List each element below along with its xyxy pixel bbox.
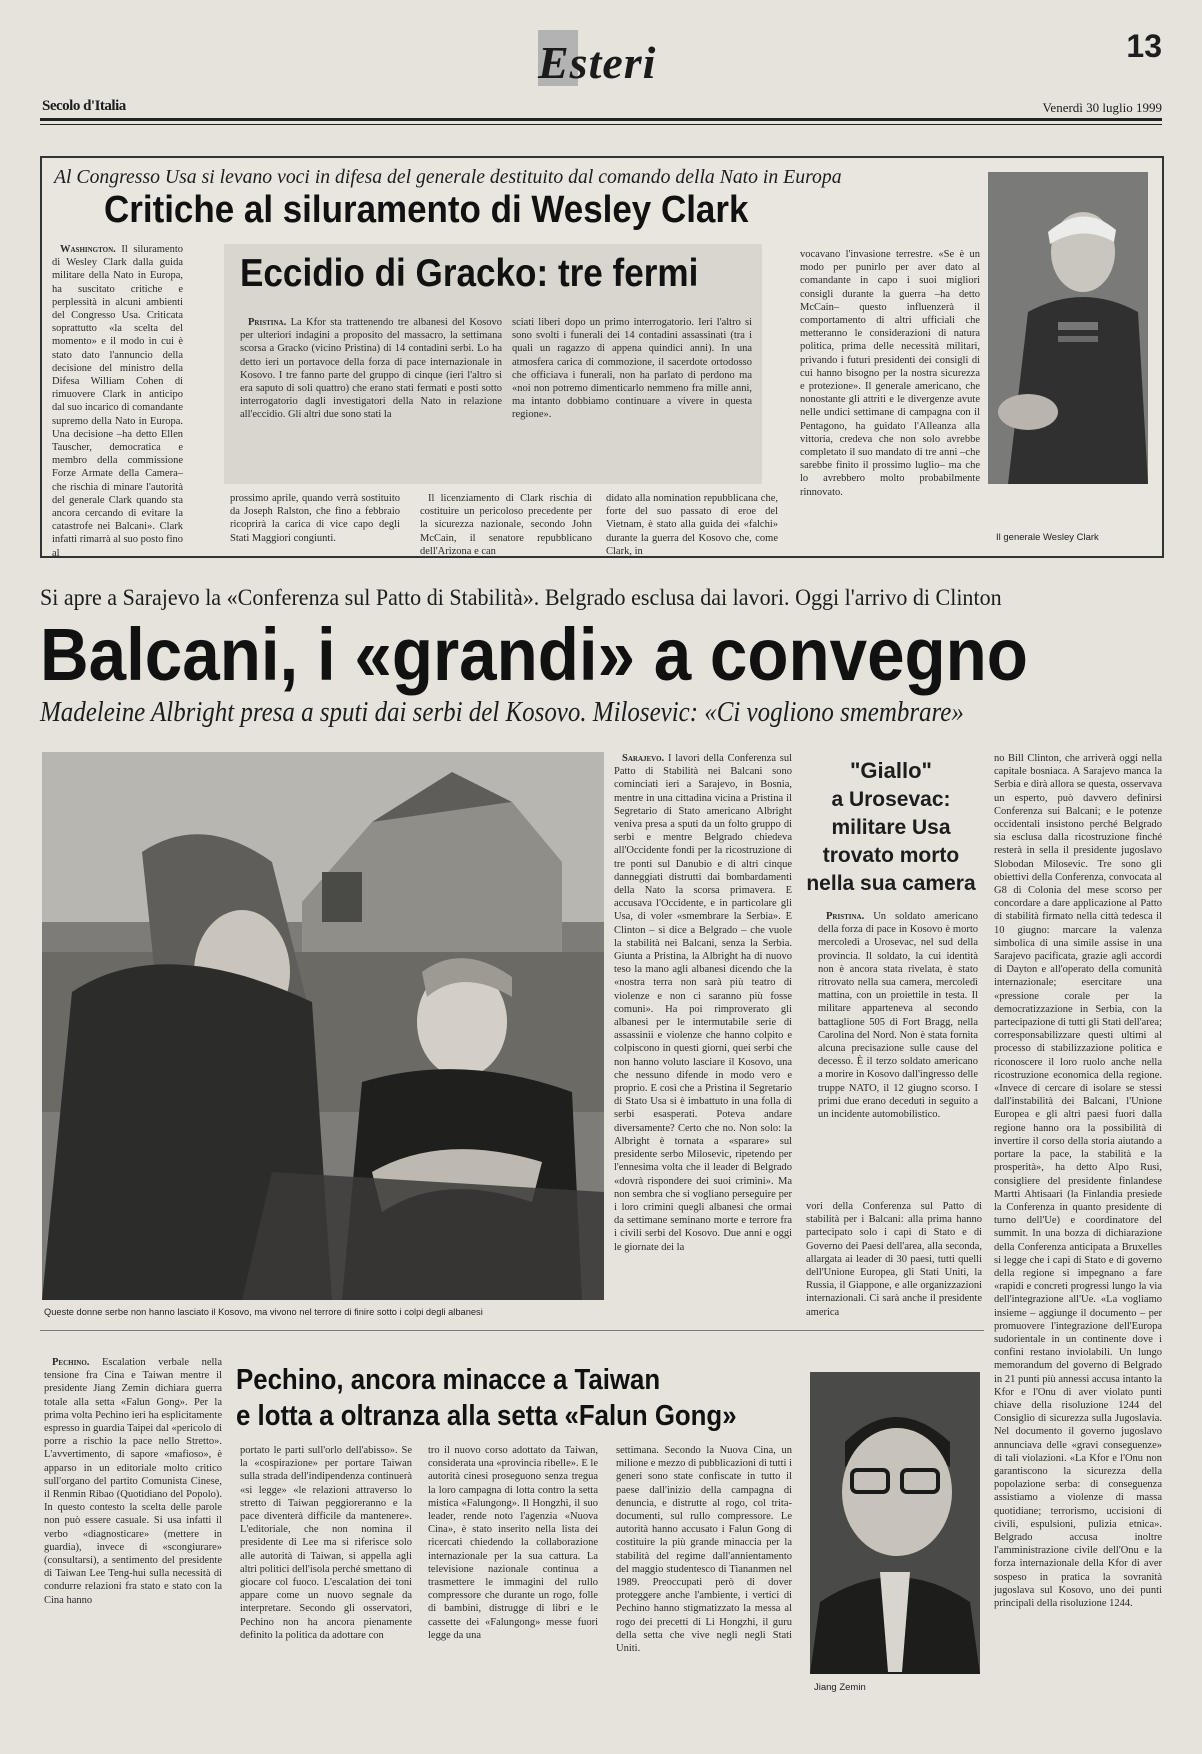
serbian-women-photo [42, 752, 604, 1300]
pechino-col-3-text: tro il nuovo corso adottato da Taiwan, considerata una «provincia ribelle». E le autorità cinesi proseguono senza tregua la loro campagna di lotta contro la setta mistica «Falungong». Il Hongzhi, il suo leader, rende noto l'agenzia «Nuova Cina», è stato inserito nella lista dei ricercati chiedendo la collaborazione internazionale per la sua cattura. La televisione nazionale continua a trasmettere le immagini del rullo compressore che durante un rogo, folle di bambini, distrugge di libri e le cassette dei «Falungong» messe fuori legge da una [428, 1445, 598, 1641]
clark-photo-caption: Il generale Wesley Clark [996, 532, 1099, 543]
balcani-col-1-text: I lavori della Conferenza sul Patto di Stabilità nei Balcani sono cominciati ieri a Sarajevo, in Bosnia, mentre in una cittadina vicina a Pristina il Segretario di Stato americano Albright veniva presa a sputi da un folto gruppo di serbi e mentre Belgrado chiedeva all'Occidente fondi per la ricostruzione di tre ponti sul Danubio e di altri cinque danneggiati distrutti dai bombardamenti della Nato la scorsa primavera. E accusava l'Occidente, e in particolare gli Usa, di voler «smembrare la Serbia». E Clinton – si dice a Belgrado – che vuole la stabilità nei Balcani, senza la Serbia. Giunta a Pristina, la Albright ha di nuovo teso la mano agli albanesi dicendo che la «nostra terra non sarà più teatro di violenze e non ci saranno più fosse comuni». Ha poi rimproverato gli albanesi per le intermutabile serie di assassinii e violenze che hanno colpito e colpiscono in questi giorni, quei serbi che non hanno voluto lasciare il Kosovo, una che nessuno difende in modo vero e proprio. E così che a Pristina il Segretario di Stato Usa si è imbattuto in una folla di serbi esasperati. Poteva andare diversamente? Certo che no. Non solo: la Albright è tornata a «sparare» sul presidente serbo Milosevic, ripetendo per l'ennesima volta che il leader di Belgrado «dovrà rispondere dei suoi crimini». Ma non sembra che si vogliano perseguire per i loro crimini quegli albanesi che ormai da settimane seminano morte e terrore fra i civili serbi del Kosovo. Due anni e oggi le giornate dei la [614, 753, 792, 1253]
clark-kicker: Al Congresso Usa si levano voci in difesa del generale destituito dal comando della Nato in Europa [54, 166, 842, 188]
giallo-headline-line-1: a Urosevac: [831, 788, 951, 811]
pechino-dateline: Pechino. [52, 1357, 90, 1368]
gracko-col-1 [240, 316, 502, 480]
clark-col-1-text: Il siluramento di Wesley Clark dalla guida militare della Nato in Europa, ha suscitato critiche e perplessità in alcuni ambienti del Congresso Usa. Criticata soprattutto «la scelta del momento» e il modo in cui è stato dato l'annuncio della decisione del ministro della Difesa William Cohen di rimuovere Clark in anticipo dal suo incarico di comandante supremo della Nato in Europa. Una decisione –ha detto Ellen Tauscher, democratica e membro della commissione Forze Armate della Camera– che rischia di minare l'autorità del generale Clark quando sta ancora cercando di evitare la catastrofe nei Balcani». Clark infatti rimarrà al suo posto fino al [52, 244, 183, 559]
gracko-headline: Eccidio di Gracko: tre fermi [240, 252, 699, 295]
balcani-col-3-bottom-text: vori della Conferenza sul Patto di stabilità per i Balcani: alla prima hanno partecipato solo i capi di Stato e di Governo dei Paesi dell'area, alla seconda, allargata ai leader di 30 paesi, tutti quelli dell'Unione Europea, gli Stati Uniti, la Russia, il Giappone, e alle organizzazioni internazionali. Ci sarà anche il presidente america [806, 1201, 982, 1318]
giallo-kicker: "Giallo" [850, 758, 932, 783]
balcani-kicker: Si apre a Sarajevo la «Conferenza sul Patto di Stabilità». Belgrado esclusa dai lavori. Oggi l'arrivo di Clinton [40, 585, 1002, 610]
clark-headline: Critiche al siluramento di Wesley Clark [104, 189, 749, 231]
balcani-col-4-text: no Bill Clinton, che arriverà oggi nella capitale bosniaca. A Sarajevo manca la Serbia e dirà allora se questa, osservava un esperto, può davvero definirsi Conferenza sui Balcani; e le potenze occidentali insistono perché Belgrado sia esclusa dalla ricostruzione finché resterà in sella il presidente jugoslavo Slobodan Milosevic. Tre sono gli obiettivi della Conferenza, convocata al G8 di Colonia del mese scorso per concordare a dare applicazione al Patto di stabilità firmato nella città tedesca il 10 giugno: marcare la valenza simbolica di una simile assise in una Sarajevo pacificata, grazie agli accordi di Dayton e all'operato della comunità internazionale; esercitare una «pressione corale per la democratizzazione in Serbia, con la partecipazione di tutti gli Stati dell'area; corresponsabilizzare questi ultimi al processo di stabilizzazione politica e riconoscere il loro ruolo anche nella ricostruzione economica della regione. «Invece di cercare di isolare se stessi dall'instabilità dei Balcani, l'Unione Europea e gli altri paesi fuori dalla regione hanno ora la possibilità di invertire il corso della storia aiutando a portare la pace, la stabilità e la prosperità», ha detto Alpo Rusi, consigliere del presidente finlandese Martti Ahtisaari (la Finlandia presiede la Conferenza in quanto presidente di turno dell'Ue) e coordinatore del summit. In una bozza di dichiarazione della Conferenza anticipata a Bruxelles si legge che i capi di Stato e di governo della regione si impegnano a fare «rapidi e concreti progressi lungo la via dell'integrazione all'Ue. «La vogliamo insieme – aggiunge il documento – per promuovere l'integrazione dell'Europa sudorientale in un continente dove i confini restano inviolabili. Un lungo memorandum del governo di Belgrado in 21 punti più annessi accusa intanto la Kfor e l'Onu di aver violato punti chiave della risoluzione 1244 del Consiglio di sicurezza sulla Jugoslavia. Nel documento il governo jugoslavo annunciava delle «gravi conseguenze» di tali violazioni. «La Kfor e l'Onu non garantiscono la sicurezza della popolazione serba: di conseguenza assistiamo a violenze di massa quotidiane; terrorismo, uccisioni di civili, espulsioni, pulizia etnica». Belgrado accusa inoltre l'amministrazione civile dell'Onu e la forza internazionale della Kfor di aver sospeso in pratica la sovranità jugoslava sul Kosovo, uno dei punti principali della risoluzione 1244. [994, 753, 1162, 1609]
masthead-rule [40, 118, 1162, 121]
clark-bottom-col-2-text: Il licenziamento di Clark rischia di costituire un pericoloso precedente per la sicurezza nazionale, secondo John McCain, il senatore repubblicano dell'Arizona e can [420, 493, 592, 557]
pechino-col-4 [616, 1444, 792, 1740]
balcani-dateline: Sarajevo. [622, 753, 665, 764]
serbian-women-image [42, 752, 604, 1300]
page-number: 13 [1126, 28, 1162, 64]
pechino-col-1 [44, 1356, 222, 1740]
section-title: Esteri [538, 37, 657, 88]
masthead-rule-thin [40, 124, 1162, 125]
jiang-zemin-photo [810, 1372, 980, 1674]
clark-bottom-col-3 [606, 492, 778, 557]
balcani-col-3-bottom [806, 1200, 982, 1320]
pechino-top-rule [40, 1330, 984, 1331]
giallo-headline-line-2: militare Usa [831, 816, 951, 839]
jiang-zemin-caption: Jiang Zemin [814, 1682, 866, 1693]
jiang-zemin-image [810, 1372, 980, 1674]
clark-bottom-col-1 [230, 492, 400, 548]
giallo-headline-line-3: trovato morto [822, 844, 960, 867]
giallo-body [818, 910, 978, 1188]
gracko-col-1-text: La Kfor sta trattenendo tre albanesi del Kosovo per ulteriori indagini a proposito del massacro, la settimana scorsa a Gracko (vicino Pristina) di 14 contadini serbi. Lo ha detto ieri un portavoce della forza di pace internazionale in Kosovo. I tre fanno parte del gruppo di cinque (ieri l'altro si era saputo di soli quattro) che erano stati fermati e posti sotto interrogatorio dagli investigatori della Nato in relazione all'eccidio. Gli altri due sono stati la [240, 317, 502, 421]
serbian-women-caption: Queste donne serbe non hanno lasciato il Kosovo, ma vivono nel terrore di finire sotto i colpi degli albanesi [44, 1307, 483, 1317]
gracko-col-2-text: sciati liberi dopo un primo interrogatorio. Ieri l'altro si sono svolti i funerali dei 14 contadini assassinati (tra i quali un ragazzo di appena quindici anni). In una atmosfera carica di commozione, il sacerdote ortodosso che officiava i funerali, non ha parlato di perdono ma «noi non potremo dimenticarlo nemmeno fra mille anni, ma intanto dobbiamo continuare a vivere in questa regione». [512, 317, 752, 421]
clark-right-col-text: vocavano l'invasione terrestre. «Se è un modo per punirlo per aver dato al comandante in capo i suoi migliori consigli durante la guerra –ha detto McCain– questo influenzerà il comportamento di altri ufficiali che metteranno le considerazioni di natura politica, prima delle necessità militari, privando i futuri presidenti dei consigli di cui hanno bisogno per la nostra sicurezza e protezione». Il generale americano, che nonostante gli attriti e le divergenze avute nelle undici settimane di campagna con il Pentagono, ha guidato l'Alleanza alla vittoria, credeva che non solo avrebbe completato il suo mandato di tre anni –che sarebbe finito il prossimo luglio– ma che lo avrebbero molto probabilmente rinnovato. [800, 249, 980, 498]
pechino-headline-line-1: Pechino, ancora minacce a Taiwan [236, 1364, 661, 1396]
gracko-col-2 [512, 316, 752, 480]
balcani-col-1 [614, 752, 792, 1322]
giallo-dateline: Pristina. [826, 911, 865, 922]
clark-right-col [800, 248, 980, 548]
clark-bottom-col-2 [420, 492, 592, 557]
balcani-headline: Balcani, i «grandi» a convegno [40, 613, 1028, 696]
balcani-subhead: Madeleine Albright presa a sputi dai serbi del Kosovo. Milosevic: «Ci vogliono smembrare» [40, 696, 964, 728]
clark-bottom-col-3-text: didato alla nomination repubblicana che, forte del suo passato di eroe del Vietnam, è stato alla guida dei «falchi» durante la guerra del Kosovo che, come Clark, in [606, 493, 778, 557]
giallo-body-text: Un soldato americano della forza di pace in Kosovo è morto mercoledì a Urosevac, nel sud della provincia. Il soldato, la cui identità non è ancora stata rivelata, è stato ritrovato nella sua camera, mercoledì mattina, con un proiettile in testa. Il militare apparteneva al secondo battaglione 505 di Fort Bragg, nella Carolina del Nord. Non è stata fornita alcuna precisazione sulle cause del decesso. È il terzo soldato americano a morire in Kosovo dall'ingresso delle truppe NATO, il 12 giugno scorso. I primi due erano deceduti in seguito a un incidente automobilistico. [818, 911, 979, 1121]
pechino-col-1-text: Escalation verbale nella tensione fra Cina e Taiwan mentre il presidente Jiang Zemin dichiara guerra totale alla setta «Falun Gong». Per la prima volta Pechino ieri ha esplicitamente espresso in guardia Taipei dal «pericolo di porre a rischio la pace nello Stretto». L'avvertimento, di sapore «mafioso», è apparso in un editoriale molto critico sull'organo del partito Comunista Cinese, il Renmin Ribao (Quotidiano del Popolo). In questo contesto la scelta delle parole non può essere casuale. Si usa infatti il verbo «diagnosticare» (mettere in guardia), invece di «scongiurare» (consultarsi), a sentimento del presidente di Taiwan Lee Teng-hui sulla necessità di condurre relazioni fra stato e stato con la Cina hanno [44, 1357, 222, 1606]
giallo-headline [806, 786, 976, 898]
gracko-dateline: Pristina. [248, 317, 287, 328]
pechino-col-4-text: settimana. Secondo la Nuova Cina, un milione e mezzo di pubblicazioni di tutti i generi sono state confiscate in tutto il paese dall'inizio della campagna di denuncia, e distrutte al rogo, col trita-documenti, sul rullo compressore. Le autorità hanno accusato i Falun Gong di costituire la più grande minaccia per la stabilità del regime dall'annientamento del maggio studentesco di Tiananmen nel 1989. Preoccupati però di dover proteggere anche l'ambiente, i vertici di Pechino hanno stigmatizzato la messa al rogo dei precetti di Li Hongzhi, il guru della setta che vive negli negli Stati Uniti. [616, 1445, 792, 1655]
balcani-col-4 [994, 752, 1162, 1742]
wesley-clark-photo [988, 172, 1148, 484]
pechino-col-3 [428, 1444, 598, 1740]
issue-date: Venerdì 30 luglio 1999 [1042, 100, 1162, 115]
pechino-col-2 [240, 1444, 412, 1740]
clark-bottom-col-1-text: prossimo aprile, quando verrà sostituito da Joseph Ralston, che fino a febbraio ricoprirà la carica di vice capo degli Stati Maggiori congiunti. [230, 493, 400, 544]
giallo-headline-line-4: nella sua camera [806, 872, 976, 895]
clark-dateline: Washington. [60, 244, 116, 255]
clark-silhouette [988, 172, 1148, 484]
pechino-headline [236, 1362, 737, 1434]
clark-col-1 [52, 243, 183, 559]
pechino-col-2-text: portato le parti sull'orlo dell'abisso». Se la «cospirazione» per portare Taiwan sulla strada dell'indipendenza continuerà «si legge» «le relazioni attraverso lo stretto di Taiwan peggioreranno e la pace diventerà difficile da mantenere». L'editoriale, che non nomina il presidente di Lee ma si riferisce solo alle autorità di Taiwan, si appella agli altri politici dell'isola perché smettano di giocare col fuoco. L'escalation dei toni appare come un nuovo segnale da interpretare. Secondo gli osservatori, Pechino non ha ancora pienamente definito la politica da adottare con [240, 1445, 412, 1641]
pechino-headline-line-2: e lotta a oltranza alla setta «Falun Gong» [236, 1400, 737, 1432]
paper-name: Secolo d'Italia [42, 98, 126, 114]
